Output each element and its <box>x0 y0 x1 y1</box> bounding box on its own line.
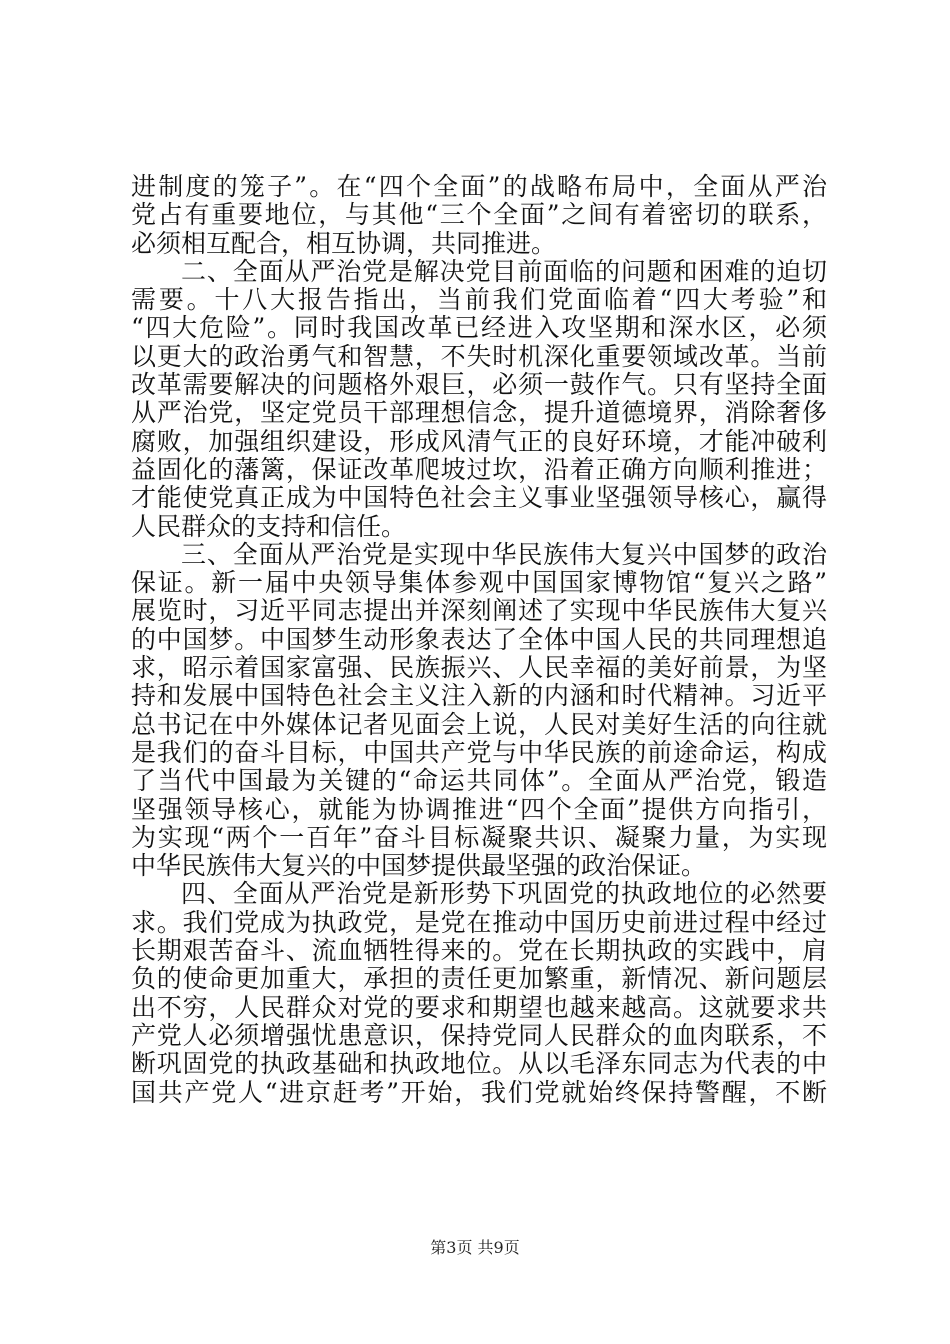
text-line: 了当代中国最为关键的“命运共同体”。全面从严治党，锻造 <box>131 766 827 796</box>
page-number-footer: 第3页 共9页 <box>430 1238 520 1257</box>
text-line: 保证。新一届中央领导集体参观中国国家博物馆“复兴之路” <box>131 568 827 598</box>
text-line: 总书记在中外媒体记者见面会上说，人民对美好生活的向往就 <box>131 709 827 739</box>
text-line: 腐败，加强组织建设，形成风清气正的良好环境，才能冲破利 <box>131 426 827 456</box>
text-line: 长期艰苦奋斗、流血牺牲得来的。党在长期执政的实践中，肩 <box>131 936 827 966</box>
text-line: 人民群众的支持和信任。 <box>131 511 407 541</box>
text-line: 断巩固党的执政基础和执政地位。从以毛泽东同志为代表的中 <box>131 1049 827 1079</box>
text-line: 产党人必须增强忧患意识，保持党同人民群众的血肉联系，不 <box>131 1020 827 1050</box>
text-line: 持和发展中国特色社会主义注入新的内涵和时代精神。习近平 <box>131 681 827 711</box>
text-line: 求，昭示着国家富强、民族振兴、人民幸福的美好前景，为坚 <box>131 653 827 683</box>
document-body <box>131 173 827 1107</box>
text-line: 必须相互配合，相互协调，共同推进。 <box>131 228 557 258</box>
text-line: 二、全面从严治党是解决党目前面临的问题和困难的迫切 <box>181 256 827 286</box>
text-line: 出不穷，人民群众对党的要求和期望也越来越高。这就要求共 <box>131 992 827 1022</box>
text-line: 党占有重要地位，与其他“三个全面”之间有着密切的联系， <box>131 200 827 230</box>
text-line: “四大危险”。同时我国改革已经进入攻坚期和深水区，必须 <box>131 313 827 343</box>
text-line: 改革需要解决的问题格外艰巨，必须一鼓作气。只有坚持全面 <box>131 370 827 400</box>
text-line: 负的使命更加重大，承担的责任更加繁重，新情况、新问题层 <box>131 964 827 994</box>
text-line: 进制度的笼子”。在“四个全面”的战略布局中，全面从严治 <box>131 172 827 201</box>
text-line: 是我们的奋斗目标，中国共产党与中华民族的前途命运，构成 <box>131 737 827 767</box>
text-line: 才能使党真正成为中国特色社会主义事业坚强领导核心，赢得 <box>131 483 827 513</box>
text-line: 从严治党，坚定党员干部理想信念，提升道德境界，消除奢侈 <box>131 398 827 428</box>
text-line: 求。我们党成为执政党，是党在推动中国历史前进过程中经过 <box>131 907 827 937</box>
text-line: 的中国梦。中国梦生动形象表达了全体中国人民的共同理想追 <box>131 624 827 654</box>
text-line: 国共产党人“进京赶考”开始，我们党就始终保持警醒，不断 <box>131 1077 827 1107</box>
text-line: 展览时，习近平同志提出并深刻阐述了实现中华民族伟大复兴 <box>131 596 827 626</box>
text-line: 四、全面从严治党是新形势下巩固党的执政地位的必然要 <box>181 879 827 909</box>
text-line: 益固化的藩篱，保证改革爬坡过坎，沿着正确方向顺利推进； <box>131 454 827 484</box>
text-line: 中华民族伟大复兴的中国梦提供最坚强的政治保证。 <box>131 851 707 881</box>
text-line: 以更大的政治勇气和智慧，不失时机深化重要领域改革。当前 <box>131 341 827 371</box>
text-line: 坚强领导核心，就能为协调推进“四个全面”提供方向指引， <box>131 794 827 824</box>
text-line: 为实现“两个一百年”奋斗目标凝聚共识、凝聚力量，为实现 <box>131 822 827 852</box>
text-line: 三、全面从严治党是实现中华民族伟大复兴中国梦的政治 <box>181 539 827 569</box>
text-line: 需要。十八大报告指出，当前我们党面临着“四大考验”和 <box>131 285 827 315</box>
